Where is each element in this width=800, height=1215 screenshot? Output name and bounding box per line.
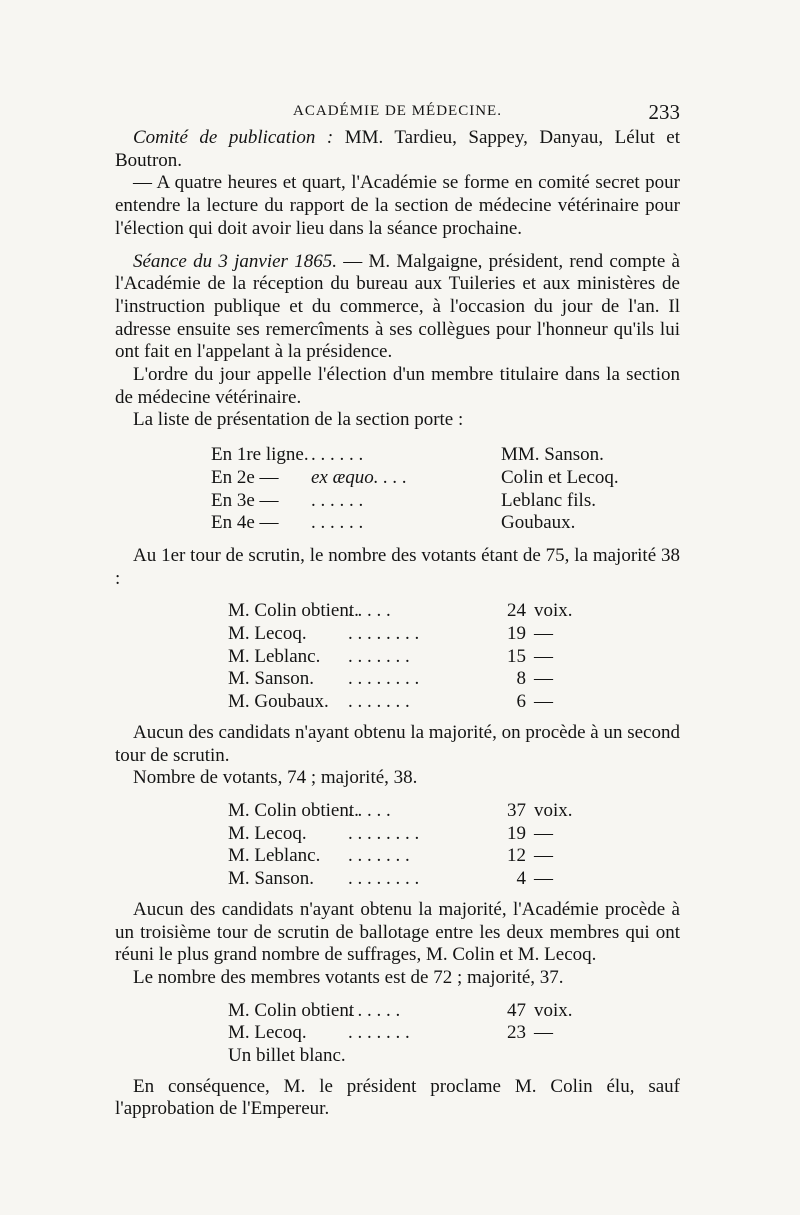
presentation-candidate: Leblanc fils. xyxy=(501,489,596,511)
body-text xyxy=(115,127,680,1121)
presentation-row xyxy=(115,444,680,467)
vote-candidate: M. Goubaux. xyxy=(228,691,329,713)
paragraph-third-ballot: Le nombre des membres votants est de 72 ; majorité, 37. xyxy=(133,966,564,988)
vote-row xyxy=(115,845,680,868)
paragraph-no-majority-1: Aucun des candidats n'ayant obtenu la majorité, on procède à un second tour de scrutin. xyxy=(115,721,680,766)
presentation-row xyxy=(115,490,680,513)
vote-unit: — xyxy=(534,868,553,890)
vote-unit: — xyxy=(534,1022,553,1044)
vote-count: 37 xyxy=(507,799,526,821)
vote-unit: — xyxy=(534,623,553,645)
paragraph-comite xyxy=(115,127,680,172)
vote-unit: — xyxy=(534,668,553,690)
paragraph-comite-secret: — A quatre heures et quart, l'Académie se forme en comité secret pour entendre la lecture du rapport de la section de médecine vétérinaire pour l'élection qui doit avoir lieu dans la séance prochaine. xyxy=(115,172,680,239)
comite-label: Comité de publication : xyxy=(133,127,334,148)
vote-leader: . . . . . . . . xyxy=(348,868,420,890)
presentation-row xyxy=(115,467,680,490)
paragraph-seance xyxy=(115,251,680,365)
vote-count: 24 xyxy=(507,600,526,622)
vote-leader: . . . . . . . xyxy=(348,691,410,713)
paragraph-no-majority-2: Aucun des candidats n'ayant obtenu la majorité, l'Académie procède à un troisième tour de scrutin de ballotage entre les deux membres qui ont réuni le plus grand nombre de suffrages, M. Colin et M. Lecoq. xyxy=(115,898,680,966)
presentation-leader: . . . . . . xyxy=(311,512,364,534)
page-header xyxy=(115,100,680,124)
vote-unit: — xyxy=(534,645,553,667)
vote-unit: — xyxy=(534,691,553,713)
vote-leader: . . . . . xyxy=(348,600,391,622)
vote-unit: — xyxy=(534,845,553,867)
comite-members: MM. Tardieu, Sappey, Danyau, Lélut et Boutron. xyxy=(115,127,680,171)
vote-unit: voix. xyxy=(534,600,573,622)
paragraph-liste: La liste de présentation de la section porte : xyxy=(133,409,464,431)
vote-candidate: M. Lecoq. xyxy=(228,822,307,844)
vote-row xyxy=(115,646,680,669)
vote-leader: . . . . . . . xyxy=(348,1022,410,1044)
vote-leader: . . . . . . xyxy=(348,999,401,1021)
page-number: 233 xyxy=(648,100,680,124)
vote-count: 19 xyxy=(507,822,526,844)
vote-count: 19 xyxy=(507,623,526,645)
vote-row xyxy=(115,668,680,691)
presentation-rank: En 1re ligne. xyxy=(211,444,309,466)
vote-row xyxy=(115,1000,680,1023)
vote-candidate: M. Colin obtient. xyxy=(228,600,359,622)
vote-candidate: M. Lecoq. xyxy=(228,1022,307,1044)
vote-leader: . . . . . . . . xyxy=(348,822,420,844)
vote-leader: . . . . . . . . xyxy=(348,668,420,690)
vote-candidate: M. Lecoq. xyxy=(228,623,307,645)
vote-row xyxy=(115,623,680,646)
paragraph-first-ballot: Au 1er tour de scrutin, le nombre des votants étant de 75, la majorité 38 : xyxy=(115,544,680,589)
presentation-rank: En 3e — xyxy=(211,489,279,511)
vote-count: 23 xyxy=(507,1022,526,1044)
vote-leader: . . . . . . . xyxy=(348,845,410,867)
vote-unit: voix. xyxy=(534,799,573,821)
vote-leader: . . . . . xyxy=(348,799,391,821)
vote-row xyxy=(115,1022,680,1045)
vote-candidate: M. Leblanc. xyxy=(228,645,321,667)
vote-count: 47 xyxy=(507,999,526,1021)
presentation-leader: . . . . . . xyxy=(311,489,364,511)
vote-row xyxy=(115,600,680,623)
vote-count: 8 xyxy=(516,668,526,690)
presentation-candidate: MM. Sanson. xyxy=(501,444,604,466)
vote-candidate: M. Sanson. xyxy=(228,868,315,890)
ballot-results-3 xyxy=(115,1000,680,1068)
paragraph-second-ballot: Nombre de votants, 74 ; majorité, 38. xyxy=(133,767,418,789)
presentation-rank: En 2e — xyxy=(211,466,279,488)
vote-count: 15 xyxy=(507,645,526,667)
presentation-leader: ex æquo. . . . xyxy=(311,466,408,488)
presentation-leader: . . . . . . xyxy=(311,444,364,466)
vote-count: 4 xyxy=(516,868,526,890)
vote-unit: voix. xyxy=(534,999,573,1021)
paragraph-ordre-du-jour: L'ordre du jour appelle l'élection d'un membre titulaire dans la section de médecine vétérinaire. xyxy=(115,364,680,408)
vote-candidate: M. Leblanc. xyxy=(228,845,321,867)
presentation-list xyxy=(115,444,680,535)
vote-row xyxy=(115,868,680,891)
presentation-candidate: Colin et Lecoq. xyxy=(501,466,619,488)
vote-unit: — xyxy=(534,822,553,844)
presentation-rank: En 4e — xyxy=(211,512,279,534)
vote-row xyxy=(115,823,680,846)
vote-row xyxy=(115,800,680,823)
ballot-results-1 xyxy=(115,600,680,714)
vote-candidate: M. Colin obtient xyxy=(228,999,355,1021)
ballot-results-2 xyxy=(115,800,680,891)
seance-text: — M. Malgaigne, président, rend compte à l'Académie de la réception du bureau aux Tuileries et aux ministères de l'instruction publique et du commerce, à l'occasion du jour de l'an. Il adresse ensuite ses remercîments à ses collègues pour l'honneur qu'ils lui ont fait en l'appelant à la présidence. xyxy=(115,250,680,363)
vote-leader: . . . . . . . . xyxy=(348,623,420,645)
vote-row xyxy=(115,691,680,714)
running-title: ACADÉMIE DE MÉDECINE. xyxy=(293,103,502,119)
vote-count: 6 xyxy=(516,691,526,713)
seance-date: Séance du 3 janvier 1865. xyxy=(133,250,337,272)
paragraph-conclusion: En conséquence, M. le président proclame M. Colin élu, sauf l'approbation de l'Empereur. xyxy=(115,1075,680,1120)
vote-leader: . . . . . . . xyxy=(348,645,410,667)
blank-ballot: Un billet blanc. xyxy=(228,1045,346,1067)
vote-count: 12 xyxy=(507,845,526,867)
presentation-row xyxy=(115,512,680,535)
vote-candidate: M. Sanson. xyxy=(228,668,315,690)
presentation-candidate: Goubaux. xyxy=(501,512,576,534)
vote-candidate: M. Colin obtient. xyxy=(228,799,359,821)
